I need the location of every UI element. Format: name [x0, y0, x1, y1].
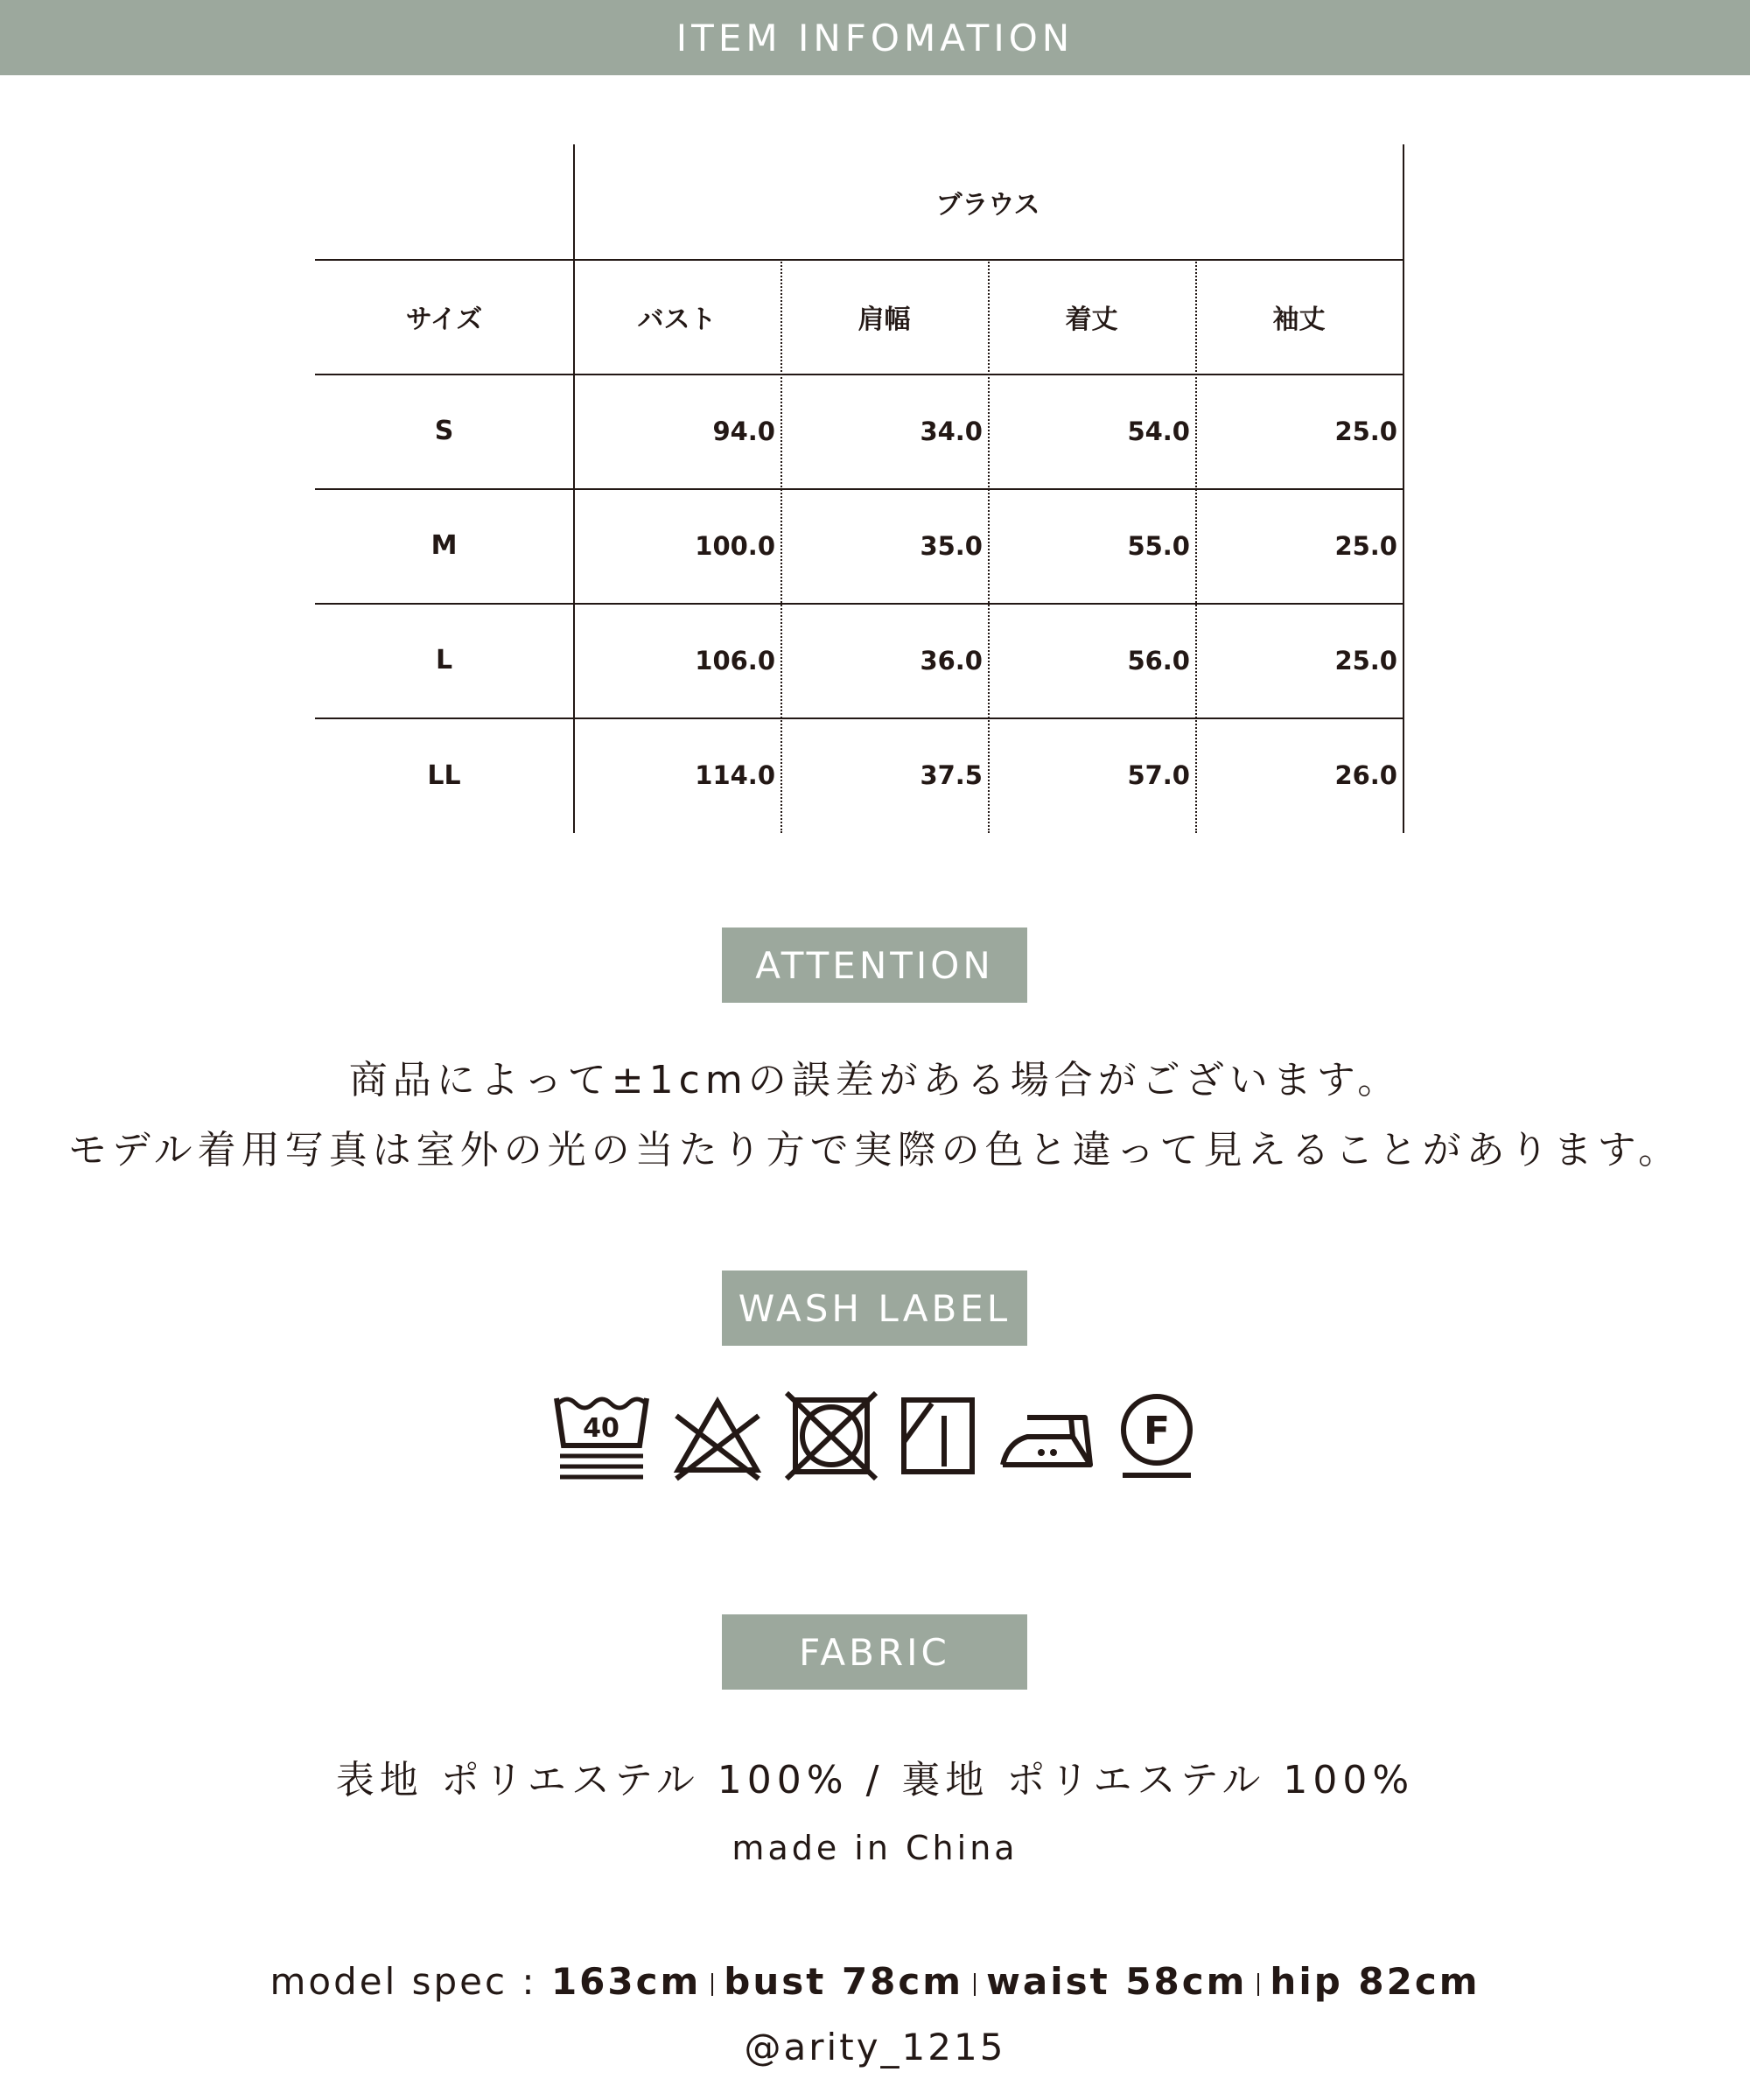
table-cell: [988, 374, 1195, 488]
table-cell: [1195, 603, 1403, 718]
separator: [1257, 1973, 1259, 1996]
separator: [711, 1973, 713, 1996]
attention-line-1: 商品によって±1cmの誤差がある場合がございます。: [348, 1058, 1402, 1102]
table-cell: [573, 718, 780, 833]
cell-value: 94.0: [712, 416, 775, 446]
fabric-composition: 表地 ポリエステル 100% / 裏地 ポリエステル 100%: [335, 1758, 1415, 1802]
size-table: [315, 144, 1404, 833]
table-product-header: [573, 144, 1403, 259]
model-spec-prefix: model spec :: [270, 1960, 551, 2003]
table-cell: [573, 603, 780, 718]
table-cell: [988, 718, 1195, 833]
size-value: LL: [427, 760, 461, 791]
separator: [974, 1973, 976, 1996]
cell-value: 114.0: [695, 760, 775, 790]
column-header-length: [988, 259, 1195, 374]
column-label: 着丈: [1065, 304, 1118, 335]
size-label: サイズ: [405, 304, 483, 335]
shade-drip-dry-icon: [897, 1391, 980, 1483]
table-cell: [780, 603, 988, 718]
cell-value: 54.0: [1127, 416, 1190, 446]
table-cell: [780, 488, 988, 603]
table-cell: [780, 374, 988, 488]
attention-label: ATTENTION: [755, 943, 994, 987]
table-cell: [988, 488, 1195, 603]
cell-value: 34.0: [920, 416, 983, 446]
table-cell: [988, 603, 1195, 718]
column-label: 肩幅: [858, 304, 911, 335]
size-column-header: [315, 259, 573, 374]
fabric-label: FABRIC: [799, 1630, 950, 1674]
model-height: 163cm: [550, 1960, 702, 2003]
cell-value: 56.0: [1127, 645, 1190, 676]
column-label: バスト: [637, 304, 717, 335]
table-cell: [1195, 718, 1403, 833]
dry-clean-f-icon: [1116, 1391, 1199, 1483]
table-row-size: [315, 718, 573, 833]
table-cell: [1195, 374, 1403, 488]
cell-value: 57.0: [1127, 760, 1190, 790]
cell-value: 25.0: [1334, 530, 1397, 561]
model-spec: [0, 1960, 1750, 2003]
model-hip: hip 82cm: [1270, 1960, 1480, 2003]
wash-icons: [551, 1391, 1199, 1488]
table-row-size: [315, 603, 573, 718]
model-waist: waist 58cm: [986, 1960, 1248, 2003]
product-name: ブラウス: [935, 189, 1040, 220]
cell-value: 36.0: [920, 645, 983, 676]
iron-medium-icon: [998, 1391, 1098, 1483]
size-value: L: [435, 645, 453, 676]
wash-label-title: WASH LABEL: [738, 1286, 1012, 1330]
model-handle: @arity_1215: [744, 2026, 1006, 2068]
attention-line-2: モデル着用写真は室外の光の当たり方で実際の色と違って見えることがあります。: [67, 1128, 1683, 1172]
wash-label-badge: [722, 1270, 1027, 1346]
table-cell: [573, 488, 780, 603]
model-bust: bust 78cm: [724, 1960, 964, 2003]
cell-value: 25.0: [1334, 645, 1397, 676]
fabric-origin: made in China: [732, 1829, 1018, 1867]
column-label: 袖丈: [1272, 304, 1326, 335]
column-header-shoulder: [780, 259, 988, 374]
cell-value: 106.0: [695, 645, 775, 676]
wash-40-icon: [551, 1391, 652, 1483]
cell-value: 37.5: [920, 760, 983, 790]
column-header-sleeve: [1195, 259, 1403, 374]
cell-value: 55.0: [1127, 530, 1190, 561]
fabric-badge: [722, 1614, 1027, 1690]
table-cell: [573, 374, 780, 488]
section-banner-item-information: [0, 0, 1750, 75]
no-tumble-dry-icon: [783, 1391, 879, 1483]
attention-badge: [722, 928, 1027, 1003]
no-bleach-icon: [669, 1391, 766, 1483]
table-row-size: [315, 374, 573, 488]
dry-clean-letter: F: [1143, 1409, 1171, 1453]
column-header-bust: [573, 259, 780, 374]
banner-title: ITEM INFOMATION: [676, 16, 1074, 60]
table-cell: [1195, 488, 1403, 603]
table-cell: [780, 718, 988, 833]
cell-value: 26.0: [1334, 760, 1397, 790]
cell-value: 100.0: [695, 530, 775, 561]
cell-value: 35.0: [920, 530, 983, 561]
wash-temp: 40: [583, 1413, 620, 1444]
size-value: S: [434, 416, 454, 446]
cell-value: 25.0: [1334, 416, 1397, 446]
size-value: M: [430, 530, 458, 561]
table-row-size: [315, 488, 573, 603]
